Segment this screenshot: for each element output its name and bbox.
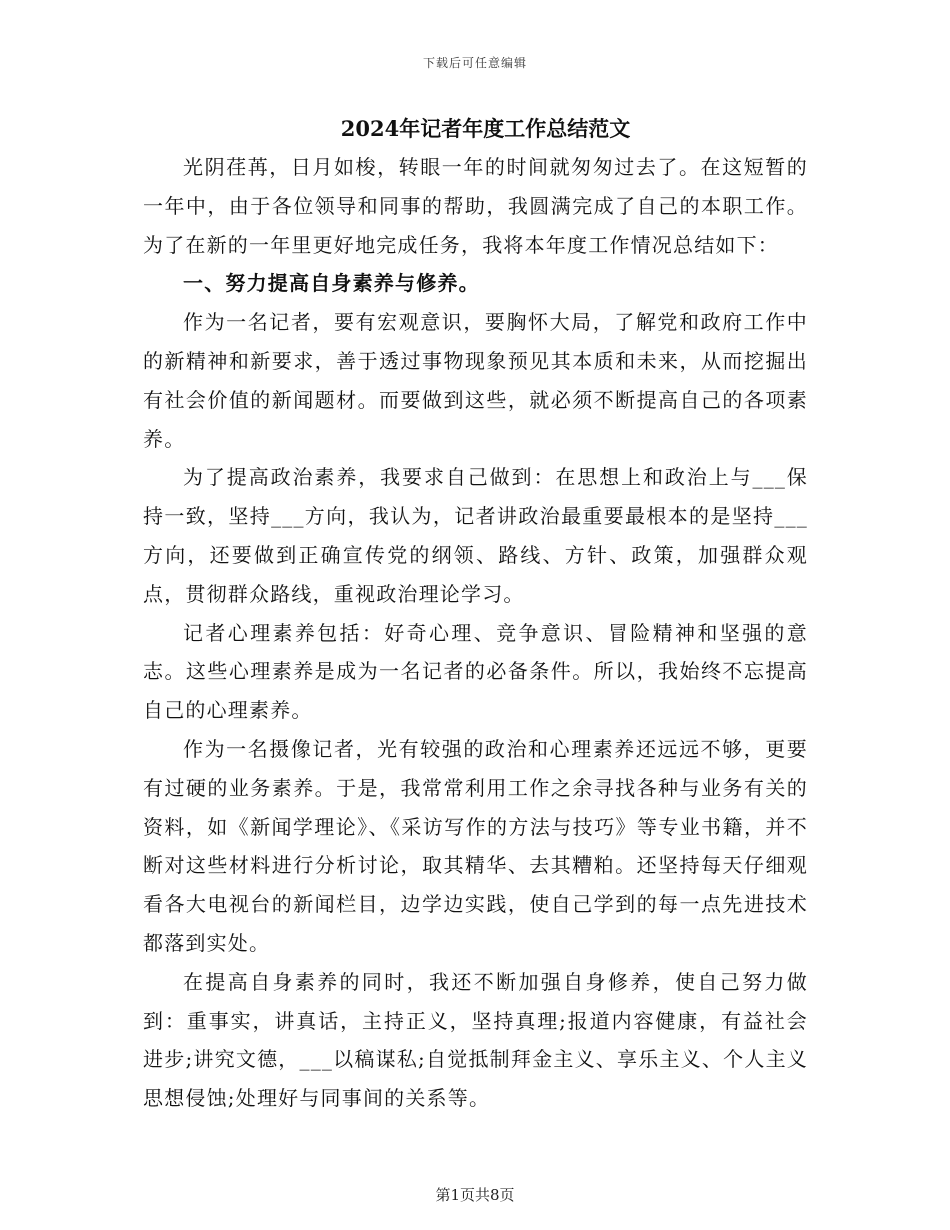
document-body	[143, 110, 808, 1118]
paragraph-psychological-quality: 记者心理素养包括：好奇心理、竞争意识、冒险精神和坚强的意志。这些心理素养是成为一名记者的必备条件。所以，我始终不忘提高自己的心理素养。	[143, 620, 808, 723]
page-number: 第1页共8页	[435, 1186, 515, 1204]
paragraph-self-cultivation: 在提高自身素养的同时，我还不断加强自身修养，使自己努力做到：重事实，讲真话，主持正义，坚持真理;报道内容健康，有益社会进步;讲究文德，___以稿谋私;自觉抵制拜金主义、享乐主义、个人主义思想侵蚀;处理好与同事间的关系等。	[143, 969, 808, 1111]
page-header-note: 下载后可任意编辑	[422, 56, 527, 70]
paragraph-macro-awareness: 作为一名记者，要有宏观意识，要胸怀大局，了解党和政府工作中的新精神和新要求，善于透过事物现象预见其本质和未来，从而挖掘出有社会价值的新闻题材。而要做到这些，就必须不断提高自己的各项素养。	[143, 310, 808, 451]
document-title: 2024年记者年度工作总结范文	[340, 116, 631, 141]
section-heading: 一、努力提高自身素养与修养。	[183, 271, 480, 296]
paragraph-political-quality: 为了提高政治素养，我要求自己做到：在思想上和政治上与___保持一致，坚持___方向，我认为，记者讲政治最重要最根本的是坚持___方向，还要做到正确宣传党的纲领、路线、方针、政策，加强群众观点，贯彻群众路线，重视政治理论学习。	[143, 465, 808, 606]
paragraph-intro: 光阴荏苒，日月如梭，转眼一年的时间就匆匆过去了。在这短暂的一年中，由于各位领导和同事的帮助，我圆满完成了自己的本职工作。为了在新的一年里更好地完成任务，我将本年度工作情况总结如下：	[143, 155, 808, 257]
paragraph-professional-quality: 作为一名摄像记者，光有较强的政治和心理素养还远远不够，更要有过硬的业务素养。于是，我常常利用工作之余寻找各种与业务有关的资料，如《新闻学理论》、《采访写作的方法与技巧》等专业书籍，并不断对这些材料进行分析讨论，取其精华、去其糟粕。还坚持每天仔细观看各大电视台的新闻栏目，边学边实践，使自己学到的每一点先进技术都落到实处。	[143, 736, 808, 955]
